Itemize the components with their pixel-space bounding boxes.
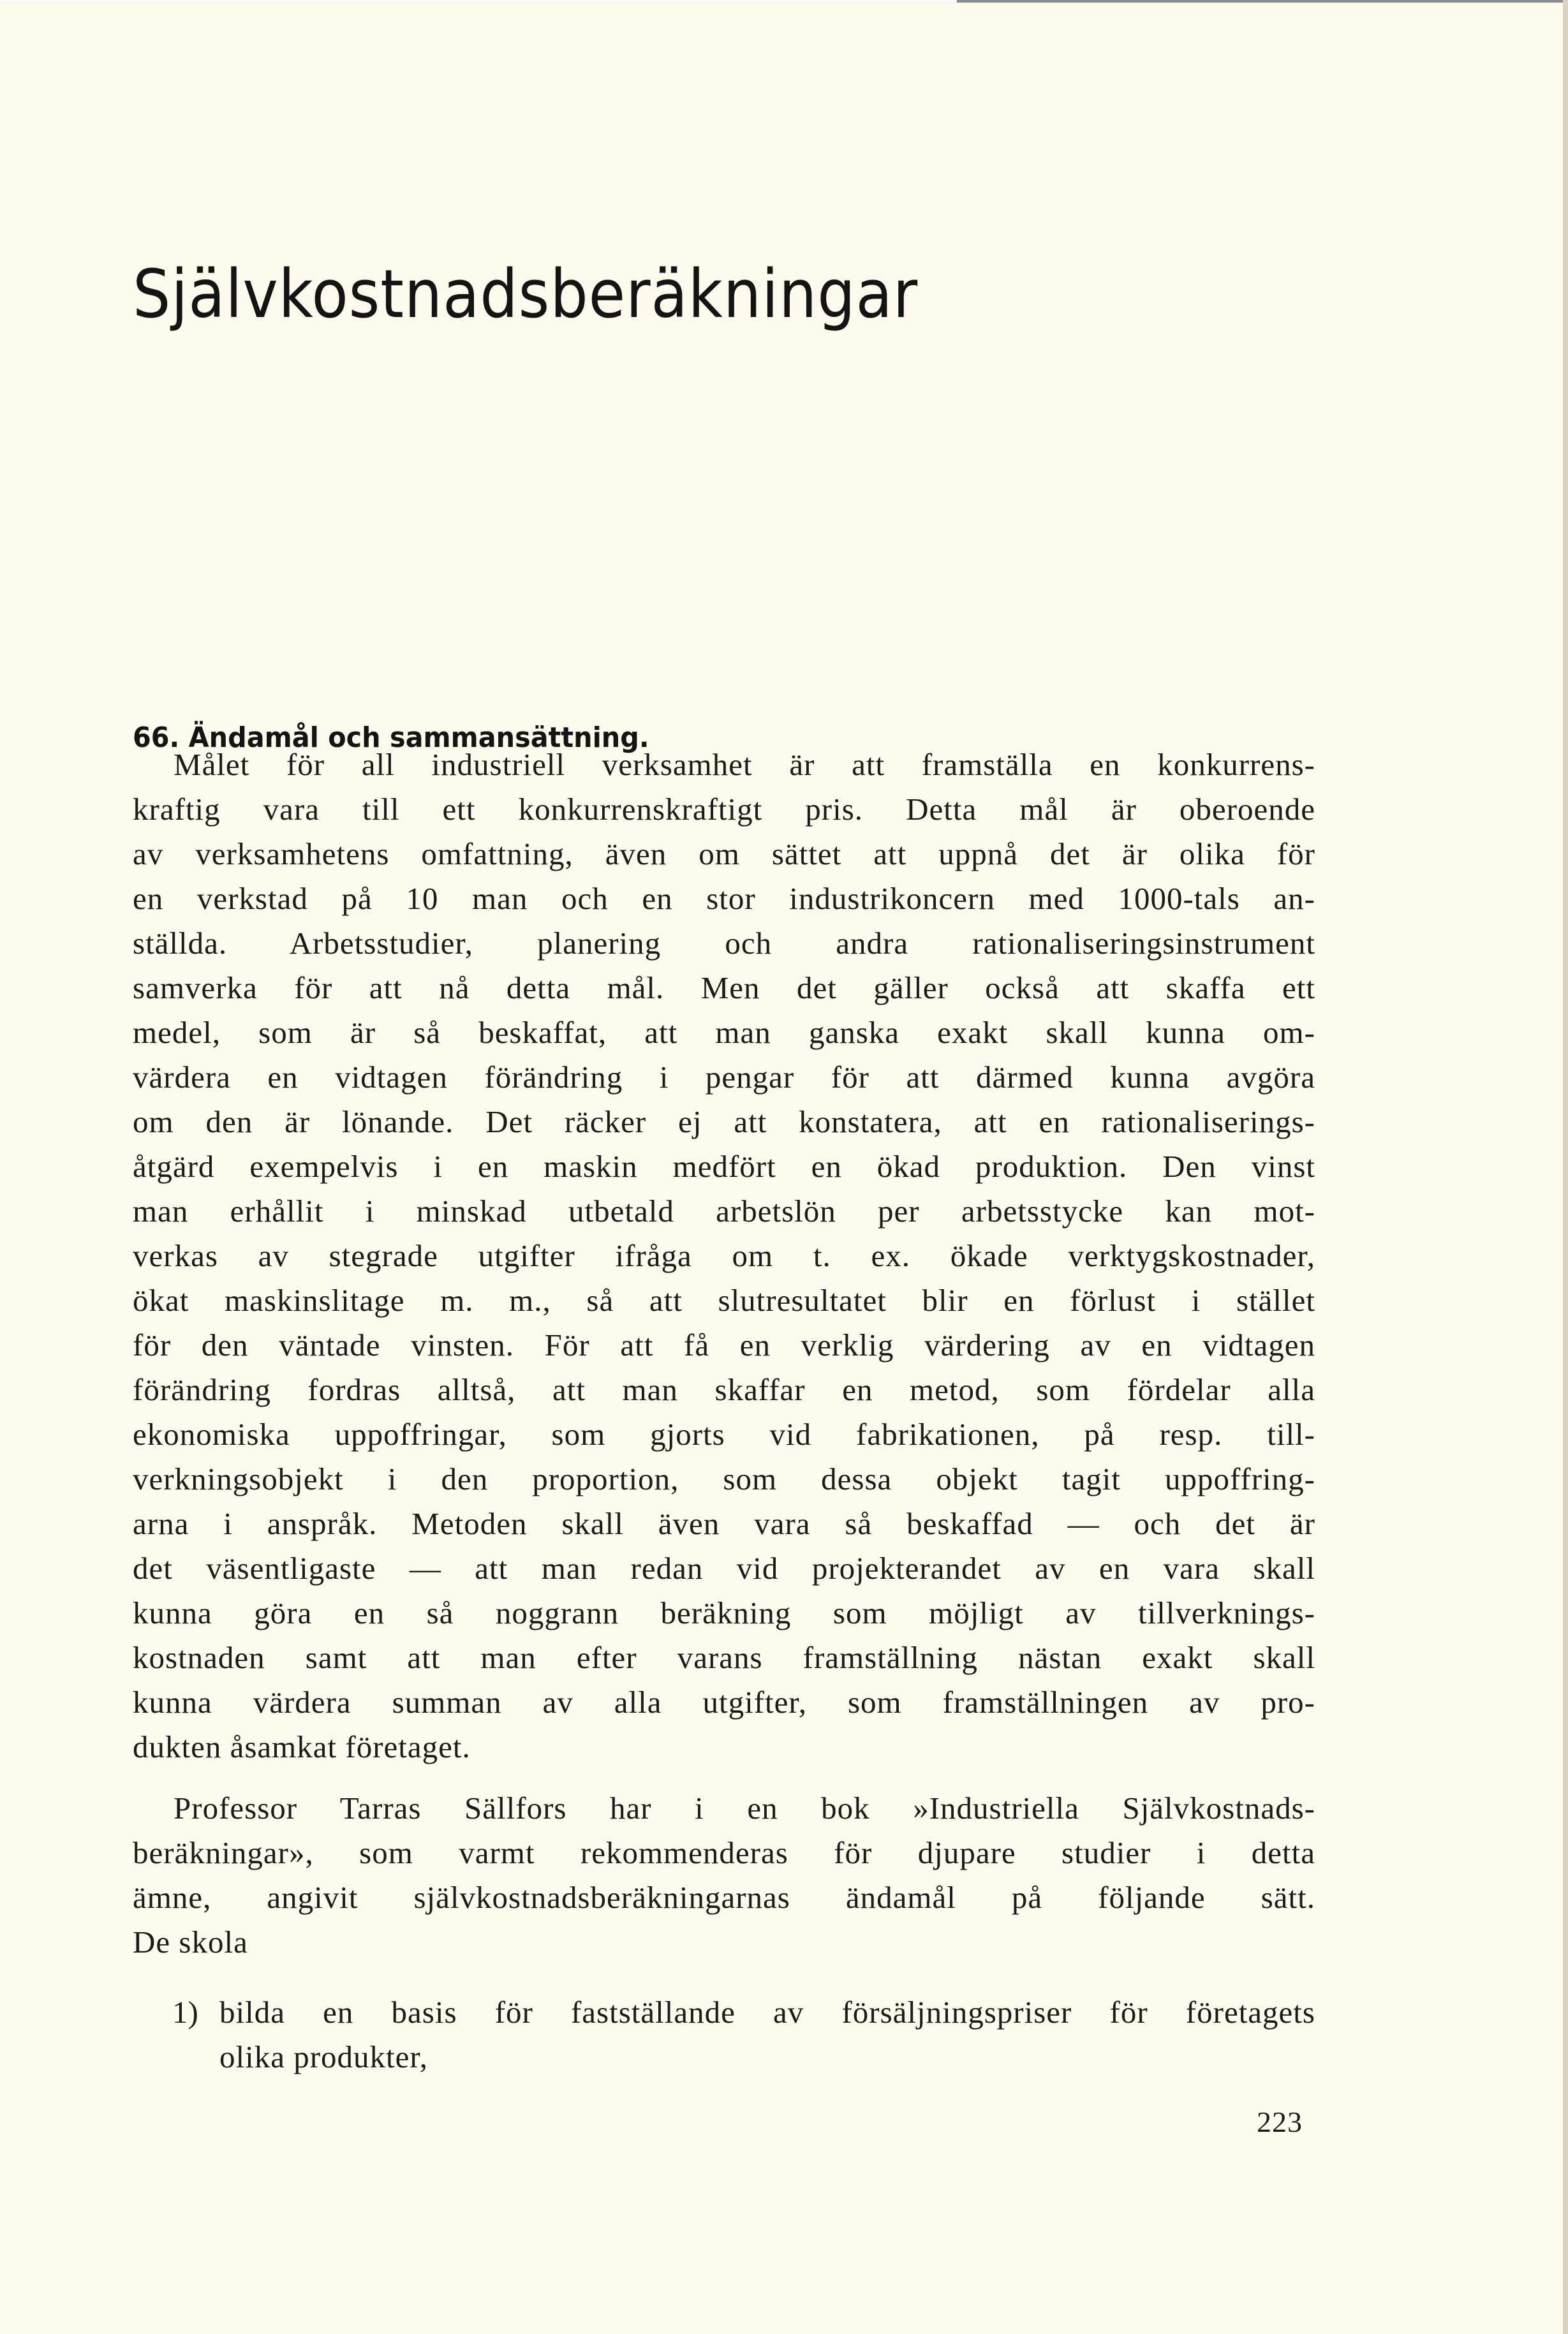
text-line: kunna göra en så noggrann beräkning som möjligt av tillverknings- (133, 1595, 1315, 1630)
text-line: Målet för all industriell verksamhet är att framställa en konkurrens- (174, 747, 1315, 782)
text-line: ekonomiska uppoffringar, som gjorts vid fabrikationen, på resp. till- (133, 1417, 1315, 1452)
paragraph-2 (133, 1786, 1315, 1965)
text-line: ökat maskinslitage m. m., så att slutresultatet blir en förlust i stället (133, 1283, 1315, 1318)
text-line: kraftig vara till ett konkurrenskraftigt pris. Detta mål är oberoende (133, 792, 1315, 827)
page-number: 223 (1257, 2106, 1303, 2138)
text-line: man erhållit i minskad utbetald arbetslön per arbetsstycke kan mot- (133, 1193, 1315, 1229)
text-line: De skola (133, 1924, 248, 1960)
text-line: verkningsobjekt i den proportion, som dessa objekt tagit uppoffring- (133, 1461, 1315, 1496)
text-line: beräkningar», som varmt rekommenderas för djupare studier i detta (133, 1835, 1315, 1870)
text-line: av verksamhetens omfattning, även om sättet att uppnå det är olika för (133, 836, 1315, 871)
scan-edge-shadow (957, 0, 1568, 3)
text-line: olika produkter, (219, 2039, 429, 2074)
numbered-list (133, 1990, 1315, 2079)
text-line: om den är lönande. Det räcker ej att konstatera, att en rationaliserings- (133, 1104, 1315, 1139)
list-item-number: 1) (172, 1995, 198, 2030)
text-line: kostnaden samt att man efter varans framställning nästan exakt skall (133, 1640, 1315, 1675)
text-line: bilda en basis för fastställande av försäljningspriser för företagets (219, 1995, 1315, 2030)
list-item (133, 1990, 1315, 2079)
text-line: värdera en vidtagen förändring i pengar för att därmed kunna avgöra (133, 1060, 1315, 1095)
text-line: för den väntade vinsten. För att få en verklig värdering av en vidtagen (133, 1327, 1315, 1363)
text-line: arna i anspråk. Metoden skall även vara så beskaffad — och det är (133, 1506, 1315, 1541)
text-line: Professor Tarras Sällfors har i en bok »Industriella Självkostnads- (174, 1791, 1315, 1826)
page-right-edge (1563, 0, 1568, 2334)
text-line: samverka för att nå detta mål. Men det gäller också att skaffa ett (133, 970, 1315, 1005)
text-line: åtgärd exempelvis i en maskin medfört en ökad produktion. Den vinst (133, 1149, 1315, 1184)
text-line: ämne, angivit självkostnadsberäkningarnas ändamål på följande sätt. (133, 1880, 1315, 1915)
text-line: det väsentligaste — att man redan vid projekterandet av en vara skall (133, 1551, 1315, 1586)
text-line: medel, som är så beskaffat, att man ganska exakt skall kunna om- (133, 1015, 1315, 1050)
text-line: ställda. Arbetsstudier, planering och andra rationaliseringsinstrument (133, 926, 1315, 961)
chapter-title: Självkostnadsberäkningar (133, 255, 919, 333)
paragraph-1 (133, 742, 1315, 1769)
text-line: förändring fordras alltså, att man skaffar en metod, som fördelar alla (133, 1372, 1315, 1407)
text-line: dukten åsamkat företaget. (133, 1729, 471, 1764)
text-line: en verkstad på 10 man och en stor industrikoncern med 1000-tals an- (133, 881, 1315, 916)
section-heading: 66. Ändamål och sammansättning. (133, 721, 649, 754)
text-line: verkas av stegrade utgifter ifråga om t. ex. ökade verktygskostnader, (133, 1238, 1315, 1273)
text-line: kunna värdera summan av alla utgifter, som framställningen av pro- (133, 1685, 1315, 1720)
